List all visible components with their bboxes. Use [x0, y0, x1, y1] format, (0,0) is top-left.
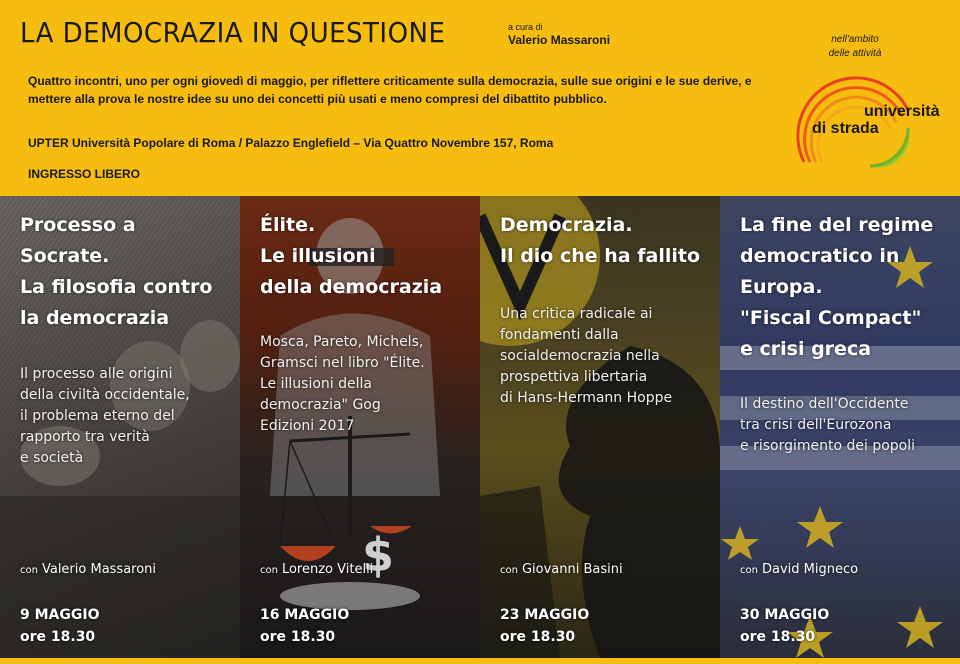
dollar-icon: $ — [362, 528, 395, 582]
event-panel-3 — [480, 196, 720, 658]
panel-body: Una critica radicale ai fondamenti dalla socialdemocrazia nella prospettiva libertaria di Hans-Hermann Hoppe — [500, 306, 673, 406]
panel-date: 16 MAGGIO ore 18.30 — [260, 607, 350, 645]
logo-note: nell'ambito delle attività — [828, 34, 882, 59]
panel-title: Élite. Le illusioni della democrazia — [260, 214, 443, 298]
panel-title: Processo a Socrate. La filosofia contro la democrazia — [20, 214, 213, 329]
panel-speaker — [20, 562, 156, 577]
speaker-name: Lorenzo Vitelli — [281, 562, 374, 577]
logo-line-2: di strada — [812, 120, 879, 137]
panel-body: Mosca, Pareto, Michels, Gramsci nel libro "Élite. Le illusioni della democrazia" Gog Edizioni 2017 — [260, 334, 425, 434]
panel-date: 23 MAGGIO ore 18.30 — [500, 607, 590, 645]
panel-date: 30 MAGGIO ore 18.30 — [740, 607, 830, 645]
panel-speaker — [260, 562, 373, 577]
curator — [508, 22, 610, 47]
panel-body: Il processo alle origini della civiltà occidentale, il problema eterno del rapporto tra verità e società — [20, 366, 190, 466]
bottom-strip — [0, 658, 960, 664]
speaker-prefix: con — [740, 565, 758, 576]
panel-speaker — [500, 562, 623, 577]
poster-header — [0, 0, 960, 196]
event-venue: UPTER Università Popolare di Roma / Palazzo Englefield – Via Quattro Novembre 157, Roma — [28, 136, 554, 150]
page-title: LA DEMOCRAZIA IN QUESTIONE — [20, 16, 446, 49]
panel-title: Democrazia. Il dio che ha fallito — [500, 214, 700, 267]
logo-text — [812, 103, 940, 137]
panel-date: 9 MAGGIO ore 18.30 — [20, 607, 100, 645]
speaker-prefix: con — [260, 565, 278, 576]
speaker-prefix: con — [20, 565, 38, 576]
curator-name: Valerio Massaroni — [508, 33, 611, 47]
event-panel-4 — [720, 196, 960, 658]
panel-body: Il destino dell'Occidente tra crisi dell'Eurozona e risorgimento dei popoli — [740, 396, 916, 454]
event-panel-2 — [240, 196, 480, 658]
entry-note: INGRESSO LIBERO — [28, 167, 141, 181]
panel-title: La fine del regime democratico in Europa. "Fiscal Compact" e crisi greca — [740, 214, 934, 360]
speaker-name: Valerio Massaroni — [41, 562, 157, 577]
event-panel-1 — [0, 196, 240, 658]
panel-speaker — [740, 562, 858, 577]
curator-prefix: a cura di — [508, 22, 543, 32]
event-description: Quattro incontri, uno per ogni giovedì di maggio, per riflettere criticamente sulla democrazia, sulle sue origini e le sue derive, e mettere alla prova le nostre idee su uno dei concetti più usati e meno compresi del dibattito pubblico. — [28, 74, 752, 106]
speaker-name: David Migneco — [761, 562, 859, 577]
speaker-prefix: con — [500, 565, 518, 576]
logo-line-1: università — [864, 103, 940, 120]
speaker-name: Giovanni Basini — [521, 562, 623, 577]
